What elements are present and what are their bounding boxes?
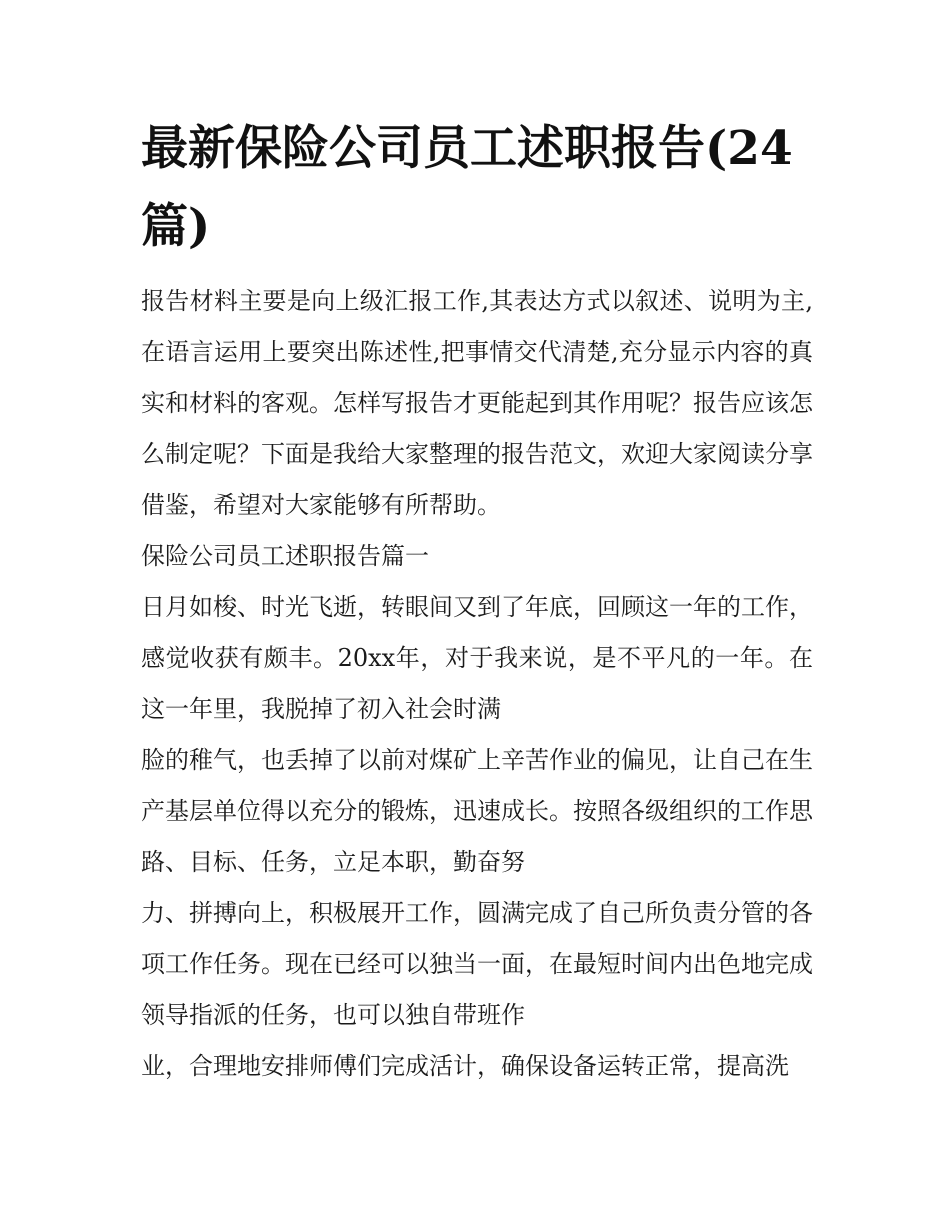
body-paragraph: 脸的稚气，也丢掉了以前对煤矿上辛苦作业的偏见，让自己在生产基层单位得以充分的锻炼，迅速成长。按照各级组织的工作思路、目标、任务，立足本职，勤奋努 (141, 746, 813, 876)
document-title: 最新保险公司员工述职报告(24篇) (141, 121, 793, 254)
body-paragraph: 日月如梭、时光飞逝，转眼间又到了年底，回顾这一年的工作，感觉收获有颇丰。20xx年，对于我来说，是不平凡的一年。在这一年里，我脱掉了初入社会时满 (141, 593, 813, 723)
section-heading: 保险公司员工述职报告篇一 (141, 542, 429, 570)
body-paragraph: 力、拼搏向上，积极展开工作，圆满完成了自己所负责分管的各项工作任务。现在已经可以独当一面，在最短时间内出色地完成领导指派的任务，也可以独自带班作 (141, 899, 813, 1029)
body-paragraph: 业，合理地安排师傅们完成活计，确保设备运转正常，提高洗 (141, 1052, 789, 1080)
intro-paragraph: 报告材料主要是向上级汇报工作,其表达方式以叙述、说明为主,在语言运用上要突出陈述性,把事情交代清楚,充分显示内容的真实和材料的客观。怎样写报告才更能起到其作用呢？报告应该怎么制定呢？下面是我给大家整理的报告范文，欢迎大家阅读分享借鉴，希望对大家能够有所帮助。 (141, 287, 813, 519)
document-body (141, 276, 813, 1092)
